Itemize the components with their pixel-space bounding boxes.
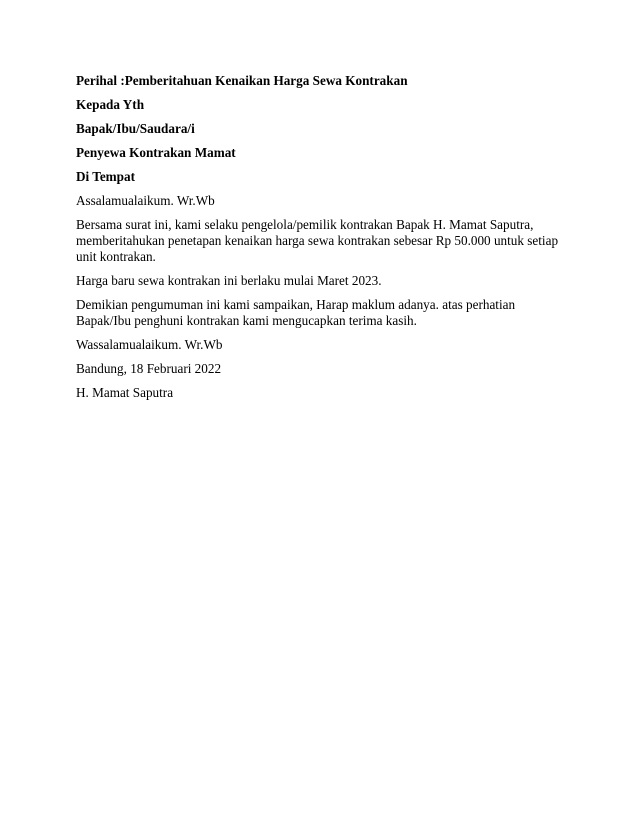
recipient-heading: Kepada Yth — [76, 97, 145, 112]
paragraph-announcement: Bersama surat ini, kami selaku pengelola/pemilik kontrakan Bapak H. Mamat Saputra, memberitahukan penetapan kenaikan harga sewa kontrakan sebesar Rp 50.000 untuk setiap unit kontrakan. — [76, 217, 559, 264]
place-and-date: Bandung, 18 Februari 2022 — [76, 361, 222, 376]
paragraph-effective-date: Harga baru sewa kontrakan ini berlaku mulai Maret 2023. — [76, 273, 382, 288]
signatory-name: H. Mamat Saputra — [76, 385, 174, 400]
greeting: Assalamualaikum. Wr.Wb — [76, 193, 215, 208]
recipient-name: Penyewa Kontrakan Mamat — [76, 145, 236, 160]
paragraph-closing-remarks: Demikian pengumuman ini kami sampaikan, Harap maklum adanya. atas perhatian Bapak/Ibu penghuni kontrakan kami mengucapkan terima kasih. — [76, 297, 516, 328]
recipient-place: Di Tempat — [76, 169, 135, 184]
letter-body — [76, 73, 566, 409]
recipient-title: Bapak/Ibu/Saudara/i — [76, 121, 195, 136]
closing-salutation: Wassalamualaikum. Wr.Wb — [76, 337, 223, 352]
letter-subject: Perihal :Pemberitahuan Kenaikan Harga Sewa Kontrakan — [76, 73, 408, 88]
